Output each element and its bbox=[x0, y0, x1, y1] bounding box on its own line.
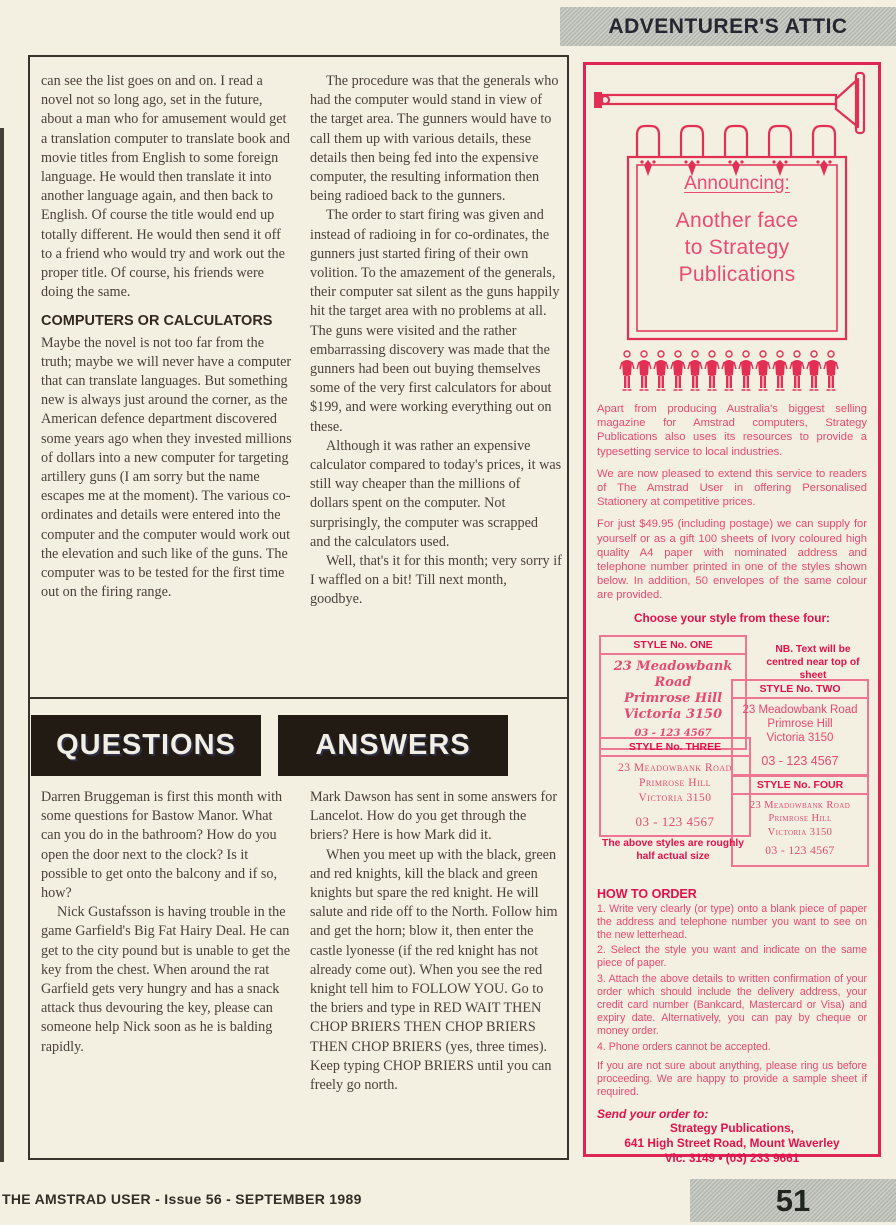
half-size-note: The above styles are roughly half actual size bbox=[602, 837, 744, 862]
address-line: 23 Meadowbank Road bbox=[618, 761, 732, 774]
questions-banner bbox=[31, 715, 261, 776]
article-column-2 bbox=[310, 72, 562, 610]
announce-line: Another face bbox=[675, 209, 799, 232]
address-line: Victoria 3150 bbox=[623, 706, 723, 722]
address-line: 23 Meadowbank Road bbox=[742, 703, 858, 716]
phone-line: 03 - 123 4567 bbox=[634, 727, 712, 739]
address-line: Victoria 3150 bbox=[766, 731, 834, 744]
style-box-one bbox=[599, 635, 747, 750]
how-to-order-step: 2. Select the style you want and indicate on the same piece of paper. bbox=[597, 944, 867, 970]
phone-line: 03 - 123 4567 bbox=[761, 753, 839, 768]
questions-paragraph: Nick Gustafsson is having trouble in the game Garfield's Big Fat Hairy Deal. He can get to the city pound but is unable to get the key from the chest. When around the rat Garfield gets very hungry and has a snack attack thus devouring the key, please can someone help Nick soon as he is balding rapidly. bbox=[41, 904, 291, 1055]
ad-paragraph: We are now pleased to extend this service to readers of The Amstrad User in offering Personalised Stationery at competitive prices. bbox=[597, 467, 867, 509]
answers-paragraph: When you meet up with the black, green and red knights, kill the black and green knights but spare the red knight. He will salute and ride off to the North. Follow him and get the horn; blow it, then enter the castle lyonesse (if the red knight has not already come out). When you see the red knight tell him to FOLLOW YOU. Go to the briers and type in RED WAIT THEN CHOP BRIERS THEN CHOP BRIERS THEN CHOP BRIERS (yes, three times). Keep typing CHOP BRIERS until you can freely go north. bbox=[310, 846, 558, 1094]
magazine-footer: THE AMSTRAD USER - Issue 56 - SEPTEMBER 1989 bbox=[2, 1191, 362, 1207]
how-to-order-step: 1. Write very clearly (or type) onto a blank piece of paper the address and telephone number you want to see on the new letterhead. bbox=[597, 902, 867, 942]
article-paragraph: Maybe the novel is not too far from the truth; maybe we will never have a computer that can translate languages. But something new is always just around the corner, as the American defence department discovered some years ago when they invested millions of dollars into a new computer for targeting artillery guns (I am sorry but the name escapes me at the moment). The various co-ordinates and details were entered into the computer and the computer would work out the elevation and such like of the guns. The computer was to be tested for the first time out on the firing range. bbox=[41, 334, 292, 601]
article-paragraph: The procedure was that the generals who had the computer would stand in view of the target area. The gunners would have to call them up with various details, these details then being fed into the expensive computer, the resulting information then being radioed back to the gunners. bbox=[310, 73, 559, 205]
how-to-order-step: 4. Phone orders cannot be accepted. bbox=[597, 1040, 771, 1053]
article-paragraph: can see the list goes on and on. I read a novel not so long ago, set in the future, about a man who for amusement would get a translation computer to translate book and movie titles from English to some foreign language. He would then translate it into another language again, and then back to English. Of course the title would end up totally different. He would then send it off to a friend who would try and work out the proper title. Of course, his friends were doing the same. bbox=[41, 73, 290, 301]
send-order-line: Vic. 3149 • (03) 233 9661 bbox=[664, 1151, 800, 1166]
address-line: 23 Meadowbank Road bbox=[613, 658, 733, 690]
announce-title: Announcing: bbox=[684, 173, 790, 194]
announce-line: to Strategy bbox=[684, 236, 790, 259]
article-paragraph: Well, that's it for this month; very sorry if I waffled on a bit! Till next month, goodbye. bbox=[310, 553, 562, 608]
ad-paragraph: Apart from producing Australia's biggest selling magazine for Amstrad computers, Strategy Publications also uses its resources to provide a typesetting service to local industries. bbox=[597, 403, 867, 458]
page-number-block bbox=[690, 1179, 896, 1222]
herald-figures-row bbox=[620, 351, 838, 390]
answers-paragraph: Mark Dawson has sent in some answers for Lancelot. How do you get through the briers? Here is how Mark did it. bbox=[310, 789, 558, 844]
address-line: Victoria 3150 bbox=[767, 826, 833, 838]
phone-line: 03 - 123 4567 bbox=[635, 813, 715, 829]
style-box-two bbox=[731, 679, 869, 776]
questions-title: QUESTIONS bbox=[56, 729, 236, 761]
article-subheading: COMPUTERS OR CALCULATORS bbox=[41, 313, 273, 330]
strategy-publications-ad bbox=[583, 62, 881, 1166]
send-order-label: Send your order to: bbox=[597, 1107, 709, 1122]
nb-note: NB. Text will be centred near top of sheet bbox=[766, 643, 860, 681]
page-number: 51 bbox=[775, 1182, 811, 1218]
how-to-order-note: If you are not sure about anything, please ring us before proceeding. We are happy to provide a sample sheet if required. bbox=[597, 1059, 867, 1099]
address-line: Primrose Hill bbox=[623, 690, 723, 706]
address-line: Victoria 3150 bbox=[638, 791, 712, 804]
style-box-title: STYLE No. TWO bbox=[733, 681, 867, 699]
address-line: Primrose Hill bbox=[767, 717, 833, 730]
ad-paragraph: For just $49.95 (including postage) we can supply for yourself or as a gift 100 sheets of Ivory coloured high quality A4 paper with nominated address and telephone number printed in one of the styles shown below. In addition, 50 envelopes of the same colour are provided. bbox=[597, 518, 867, 602]
article-paragraph: Although it was rather an expensive calculator compared to today's prices, it was still way cheaper than the millions of dollars spent on the computer. Not surprisingly, the computer was scrapped and the calculators used. bbox=[310, 437, 562, 550]
style-box-three bbox=[599, 737, 751, 837]
phone-line: 03 - 123 4567 bbox=[765, 845, 835, 858]
section-divider bbox=[30, 697, 567, 699]
style-box-title: STYLE No. ONE bbox=[601, 637, 745, 655]
page-edge-strip bbox=[0, 128, 4, 1162]
letterhead-style-samples bbox=[597, 633, 867, 877]
choose-style-heading: Choose your style from these four: bbox=[634, 610, 830, 625]
section-header-block bbox=[560, 7, 896, 46]
questions-paragraph: Darren Bruggeman is first this month with some questions for Bastow Manor. What can you do in the bathroom? How do you open the door next to the clock? Is it possible to get onto the balcony and if so, how? bbox=[41, 789, 283, 902]
qa-columns bbox=[41, 788, 562, 1095]
announce-line: Publications bbox=[678, 263, 796, 286]
article-box bbox=[28, 55, 569, 1160]
send-order-line: Strategy Publications, bbox=[670, 1121, 794, 1136]
address-line: Primrose Hill bbox=[638, 776, 712, 789]
answers-title: ANSWERS bbox=[315, 729, 471, 761]
questions-column bbox=[41, 788, 293, 1095]
address-line: 23 Meadowbank Road bbox=[749, 799, 851, 811]
answers-column bbox=[310, 788, 562, 1095]
how-to-order-step: 3. Attach the above details to written confirmation of your order which should include the delivery address, your credit card number (Bankcard, Mastercard or Visa) and expiry date. Alternatively, you can pay by cheque or money order. bbox=[597, 972, 867, 1038]
style-box-title: STYLE No. FOUR bbox=[733, 777, 867, 795]
article-column-1 bbox=[41, 72, 293, 610]
section-title: ADVENTURER'S ATTIC bbox=[608, 14, 848, 38]
send-order-line: 641 High Street Road, Mount Waverley bbox=[624, 1136, 840, 1151]
style-box-four bbox=[731, 775, 869, 867]
address-line: Primrose Hill bbox=[768, 813, 832, 825]
style-box-title: STYLE No. THREE bbox=[601, 739, 749, 757]
announcement-text bbox=[637, 173, 837, 288]
ad-body bbox=[597, 402, 867, 1166]
how-to-order-heading: HOW TO ORDER bbox=[597, 886, 697, 901]
answers-banner bbox=[278, 715, 508, 776]
article-columns bbox=[41, 72, 562, 610]
article-paragraph: The order to start firing was given and instead of radioing in for co-ordinates, the gunners just started firing of their own volition. To the amazement of the generals, their computer sat silent as the guns happily hit the target area with no problems at all. The guns were visited and the rather embarrassing discovery was made that the gunners had been out buying themselves some of the very first calculators for about $199, and were working everything out on these. bbox=[310, 207, 560, 435]
